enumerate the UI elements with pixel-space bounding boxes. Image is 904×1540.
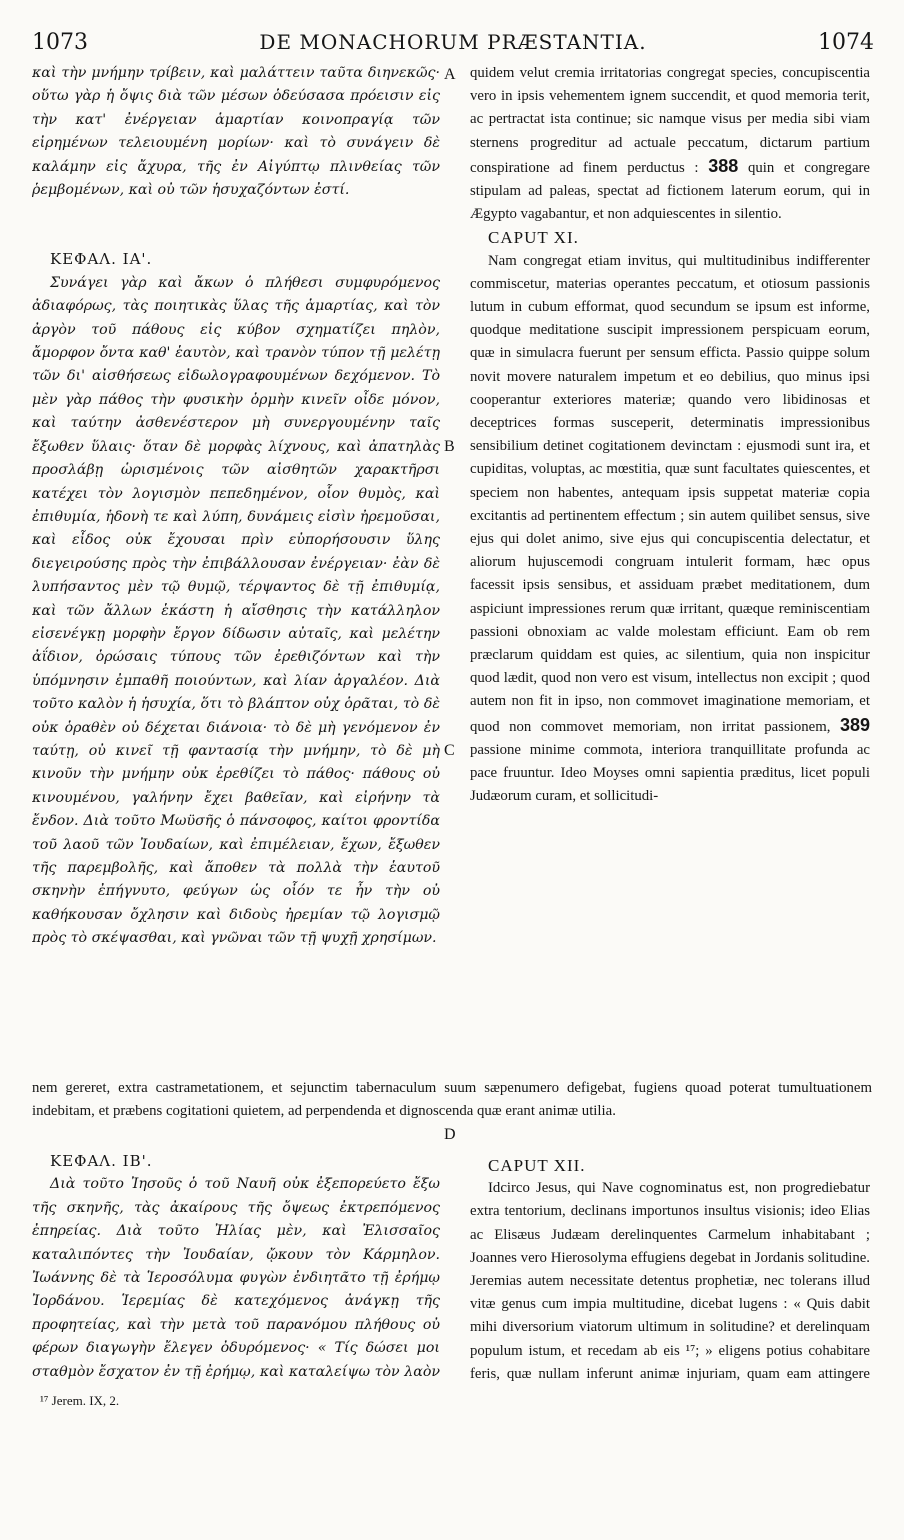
section-marker-d: D [444, 1126, 456, 1143]
latin-chapter-heading-12: CAPUT XII. [488, 1156, 586, 1175]
running-title: DE MONACHORUM PRÆSTANTIA. [259, 30, 647, 54]
column-number-388: 388 [708, 155, 739, 176]
latin-column-upper [470, 62, 870, 1077]
greek-chapter-heading-12: ΚΕΦΑΛ. ΙΒ'. [50, 1152, 153, 1170]
latin-paragraph-11-b: passione minime commota, interiora tranquillitate profunda ac pace fruuntur. Ideo Moyses omni sapientia præditus, licet populi Judæorum curam, et sollicitudi- [470, 741, 870, 805]
page-number-left: 1073 [32, 30, 88, 55]
section-marker-b: B [444, 438, 455, 455]
greek-paragraph-12: Διὰ τοῦτο Ἰησοῦς ὁ τοῦ Ναυῆ οὐκ ἐξεπορεύετο ἔξω τῆς σκηνῆς, τὰς ἀκαίρους τῆς ὄψεως ἐκτρεπόμενος ἐπηρείας. Διὰ τοῦτο Ἠλίας μὲν, καὶ Ἐλισσαῖος καταλιπόντες τὴν Ἰουδαίαν, ᾤκουν τὸν Κάρμηλον. Ἰωάννης δὲ τὰ Ἱεροσόλυμα φυγὼν ἐνδιητᾶτο τῇ ἐρήμῳ Ἰορδάνου. Ἱερεμίας δὲ κατεχόμενος ἀνάγκῃ τῆς προφητείας, καὶ τὴν μετὰ τοῦ παρανόμου πλήθους οὐ φέρων διαγωγὴν ἔλεγεν ὀδυρόμενος· « Τίς δώσει μοι σταθμὸν ἔσχατον ἐν τῇ ἐρήμῳ, καὶ καταλείψω τὸν λαὸν [32, 1176, 440, 1380]
greek-column-upper [32, 62, 440, 1075]
latin-full-width-continuation: nem gereret, extra castrametationem, et sejunctim tabernaculum suum sæpenumero defigebat, fugiens quoad poterat tumultuationem indebitam, et præbens cogitationi quietem, ad perpendenda et dignoscenda quæ erant animæ utilia. [32, 1080, 872, 1120]
latin-chapter-heading-11: CAPUT XI. [488, 228, 579, 248]
page-number-right: 1074 [818, 30, 874, 55]
latin-paragraph-12: Idcirco Jesus, qui Nave cognominatus est, non progrediebatur extra tentorium, declinans importunos insultus visionis; ideo Elias ac Elisæus Judæam derelinquentes Carmelum inhabitabant ; Joannes vero Hierosolyma effugiens degebat in Jordanis solitudine. Jeremias autem necessitate detentus prophetiæ, nec tolerans illud vitæ genus cum impia multitudine, dicebat lugens : « Quis dabit mihi diversorium viatorum ultimum in solitudine? et derelinquam populum istum, et recedam ab eis ¹⁷; » eligens potius cohabitare feris, quæ nullam inferunt animæ injuriam, quam eam attingere [470, 1180, 870, 1382]
latin-column-lower [470, 1154, 870, 1386]
column-number-389: 389 [839, 714, 870, 735]
greek-chapter-heading-11: ΚΕΦΑΛ. ΙΑ'. [50, 250, 153, 269]
section-marker-a: A [444, 66, 456, 83]
running-header [30, 30, 876, 60]
latin-paragraph-top-b: quin et congregare stipulam ad paleas, spectat ad fictionem laterum eorum, qui in Ægypto vagabantur, et non adquiescentes in silentio. [470, 159, 870, 223]
greek-paragraph-top: καὶ τὴν μνήμην τρίβειν, καὶ μαλάττειν ταῦτα διηνεκῶς· οὕτω γὰρ ἡ ὄψις διὰ τῶν μέσων ὁδεύσασα πρόεισιν εἰς τὴν κατ' ἐνέργειαν ἁμαρτίαν κοινοπραγίᾳ τῶν εἰρημένων τελειουμένη μορίων· καὶ τὸ συνάγειν δὲ καλάμην εἰς ἄχυρα, τῆς ἐν Αἰγύπτῳ πλινθείας τῶν ῥεμβομένων, καὶ οὐ τῶν ἡσυχαζόντων ἐστί. [32, 65, 440, 199]
section-marker-c: C [444, 742, 455, 759]
footnote: ¹⁷ Jerem. IX, 2. [40, 1393, 120, 1408]
latin-paragraph-11 [470, 250, 870, 809]
latin-paragraph-top-a: quidem velut cremia irritatorias congregat species, concupiscentia vero in ipsis vehementem ignem succendit, et quod memoria terit, ac pertractat ista continue; sic namque visus per media sibi viam sternens progreditur ad actuale peccatum, dictarum partium conspiratione ad finem perductus : [470, 65, 870, 176]
latin-paragraph-top [470, 62, 870, 226]
greek-column-lower [32, 1150, 440, 1382]
greek-paragraph-11: Συνάγει γὰρ καὶ ἄκων ὁ πλήθεσι συμφυρόμενος ἀδιαφόρως, τὰς ποιητικὰς ὕλας τῆς ἁμαρτίας, καὶ τὸν ἀργὸν τοῦ πάθους εἰς κύβον σχηματίζει πηλὸν, ἄμορφον ὄντα καθ' ἑαυτὸν, καὶ τρανὸν τύπον τῇ μελέτῃ τῶν δι' αἰσθήσεως εἰδωλογραφουμένων δεχόμενον. Τὸ μὲν γὰρ πάθος τὴν φυσικὴν ὁρμὴν κινεῖν οἶδε μόνον, καὶ ταύτην ἀσθενέστερον μὴ συνεργουμένην ταῖς ἔξωθεν ὕλαις· ὅταν δὲ μορφὰς λίχνους, καὶ ἀπατηλὰς προσλάβῃ ὡρισμένοις τῶν αἰσθητῶν χαρακτῆρσι κατέχει τὸν λογισμὸν πεπεδημένον, οἷον θυμὸς, καὶ ἐπιθυμία, ἡδονὴ τε καὶ λύπη, δυνάμεις εἰσὶν ἠρεμοῦσαι, καὶ εἶδος οὐκ ἔχουσαι πρὶν εὐπορήσουσιν ὕλης διεγειρούσης πρὸς τὴν ἐπιβάλλουσαν ἐνέργειαν· ἐὰν δὲ λυπήσαντος μὲν τῷ θυμῷ, τέρψαντος δὲ τῇ ἐπιθυμίᾳ, καὶ τῶν ἄλλων ἑκάστη ἡ αἴσθησις τὴν κατάλληλον εἰσενέγκῃ μορφὴν ἔργον δίδωσιν αὐταῖς, καὶ μελέτην ἀΐδιον, ὁρώσαις τύπους τῶν ἐρεθιζόντων καὶ τὴν ὑπόμνησιν ἐμπαθῆ ποιούντων, καὶ λίαν ἀργαλέον. Διὰ τοῦτο καλὸν ἡ ἡσυχία, ὅτι τὸ βλάπτον οὐχ ὁρᾶται, τὸ δὲ οὐκ ὁραθὲν οὐ δέχεται διάνοια· τὸ δὲ μὴ γενόμενον ἐν ταύτῃ, οὐ κινεῖ τῇ φαντασίᾳ τὴν μνήμην, τὸ δὲ μὴ κινοῦν τὴν μνήμην οὐκ ἐρεθίζει τὸ πάθος· πάθους οὐ κινουμένου, γαλήνην ἔχει βαθεῖαν, καὶ εἰρήνην τὰ ἔνδον. Διὰ τοῦτο Μωϋσῆς ὁ πάνσοφος, καίτοι φροντίδα τοῦ λαοῦ τῶν Ἰουδαίων, καὶ ἐπιμέλειαν, ἔχων, ἔξωθεν τῆς παρεμβολῆς, καὶ ἄποθεν τὰ πολλὰ τὴν ἑαυτοῦ σκηνὴν ἐπήγνυτο, φεύγων ὡς οἷόν τε ἦν τὴν οὐ καθήκουσαν ὄχλησιν καὶ διδοὺς ἠρεμίαν τῷ λογισμῷ πρὸς τὸ σκέψασθαι, καὶ γνῶναι τῶν τῇ ψυχῇ χρησίμων. [32, 274, 440, 947]
latin-paragraph-11-a: Nam congregat etiam invitus, qui multitudinibus indifferenter commiscetur, materias operantes peccatum, et otiosum passionis lutum in cubum efformat, quod secundum se ipsum est informe, quodque meditatione suscipit impressionem perspicuam eorum, quæ in simulacra fuerunt per sensum efficta. Passio quippe solum novit movere naturalem impetum et eo debilius, quo minus ipsi cooperantur exteriores materiæ; quando vero libidinosas et deceptrices formas susceperit, determinatis impressionibus sensibilium detinet cogitationem devinctam : ejusmodi sunt ira, et cupiditas, voluptas, ac mœstitia, quæ sunt facultates quiescentes, et speciem non habentes, antequam ipsis suppetat materiæ copia excitantis ad pertinentem effectum ; sin autem quilibet sensus, sive ejus qui dolet animo, sive ejus qui concupiscentia delectatur, et aliorum hujuscemodi congruam intulerit formam, hæc opus facessit ipsis sensibus, et assiduam præbet meditationem, dum aspiciunt impressiones rerum quæ irritant, quæque reminiscentiam passioni obnoxiam ac valde molestam efficiunt. Eam ob rem præclarum quiddam est quies, ac silentium, quia non inspicitur quod lædit, quod non vero est visum, intellectus non excipit ; quod autem non fit in ipso, non commovet imaginatione memoriam, et quod non commovet memoriam, non irritat passionem, [470, 252, 870, 735]
